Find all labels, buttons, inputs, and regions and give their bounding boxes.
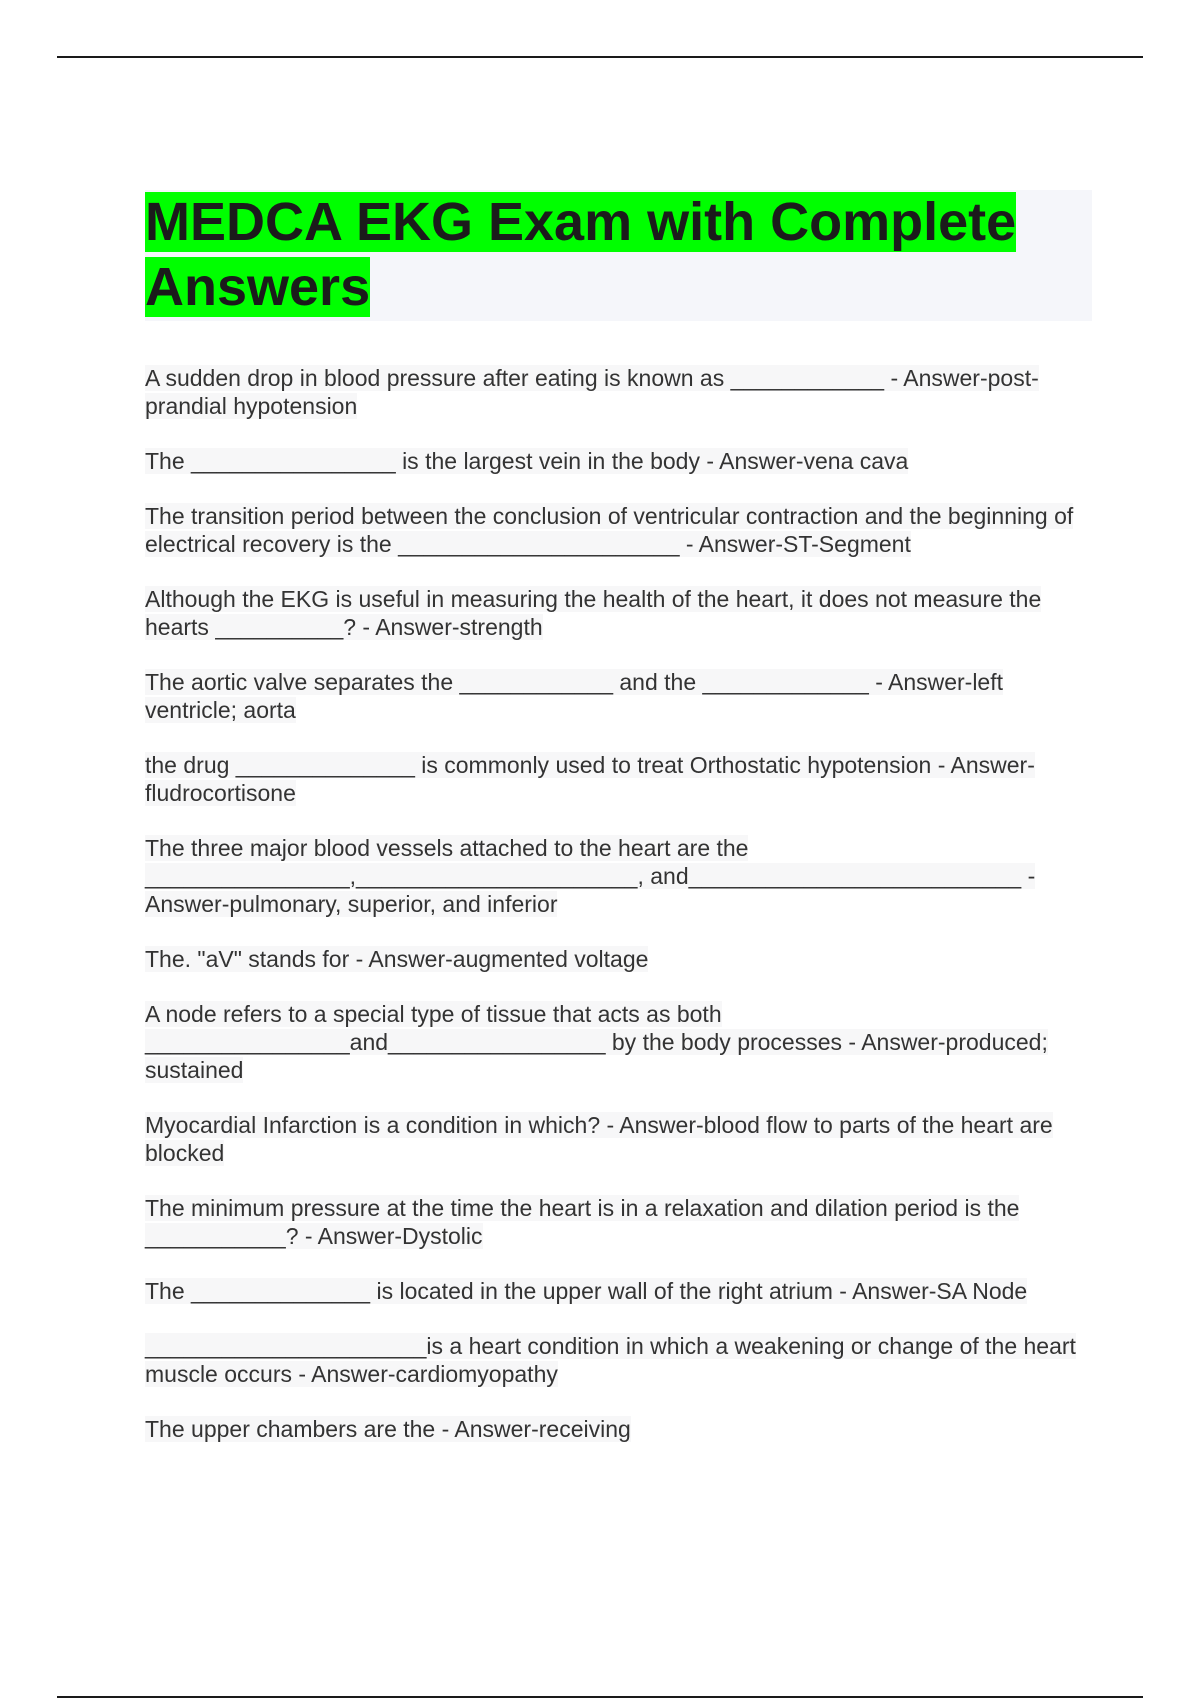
qa-item: The ______________ is located in the upper wall of the right atrium - Answer-SA Node [145, 1278, 1028, 1304]
qa-item: The aortic valve separates the ____________ and the _____________ - Answer-left ventricle; aorta [145, 669, 1004, 723]
qa-item: Although the EKG is useful in measuring the health of the heart, it does not measure the hearts __________? - Answer-strength [145, 586, 1042, 640]
qa-item: The transition period between the conclusion of ventricular contraction and the beginning of electrical recovery is the ______________________ - Answer-ST-Segment [145, 503, 1074, 557]
document-title [145, 190, 1092, 320]
qa-item: The three major blood vessels attached to the heart are the ________________,______________________, and__________________________ - Answer-pulmonary, superior, and inferior [145, 835, 1036, 917]
qa-item: A node refers to a special type of tissue that acts as both ________________and_________________ by the body processes - Answer-produced; sustained [145, 1001, 1048, 1083]
qa-item: The upper chambers are the - Answer-receiving [145, 1416, 631, 1442]
title-block [145, 190, 1092, 321]
qa-item: the drug ______________ is commonly used to treat Orthostatic hypotension - Answer-fludrocortisone [145, 752, 1035, 806]
qa-item: ______________________is a heart condition in which a weakening or change of the heart muscle occurs - Answer-cardiomyopathy [145, 1333, 1076, 1387]
qa-item: The ________________ is the largest vein in the body - Answer-vena cava [145, 448, 909, 474]
question-answer-list [145, 364, 1095, 1470]
qa-item: The. "aV" stands for - Answer-augmented voltage [145, 946, 649, 972]
title-highlight: MEDCA EKG Exam with Complete Answers [145, 192, 1017, 317]
qa-item: A sudden drop in blood pressure after eating is known as ____________ - Answer-post-prandial hypotension [145, 365, 1039, 419]
top-rule [57, 56, 1143, 58]
bottom-rule [57, 1696, 1143, 1698]
qa-item: Myocardial Infarction is a condition in which? - Answer-blood flow to parts of the heart are blocked [145, 1112, 1053, 1166]
qa-item: The minimum pressure at the time the heart is in a relaxation and dilation period is the ___________? - Answer-Dystolic [145, 1195, 1020, 1249]
